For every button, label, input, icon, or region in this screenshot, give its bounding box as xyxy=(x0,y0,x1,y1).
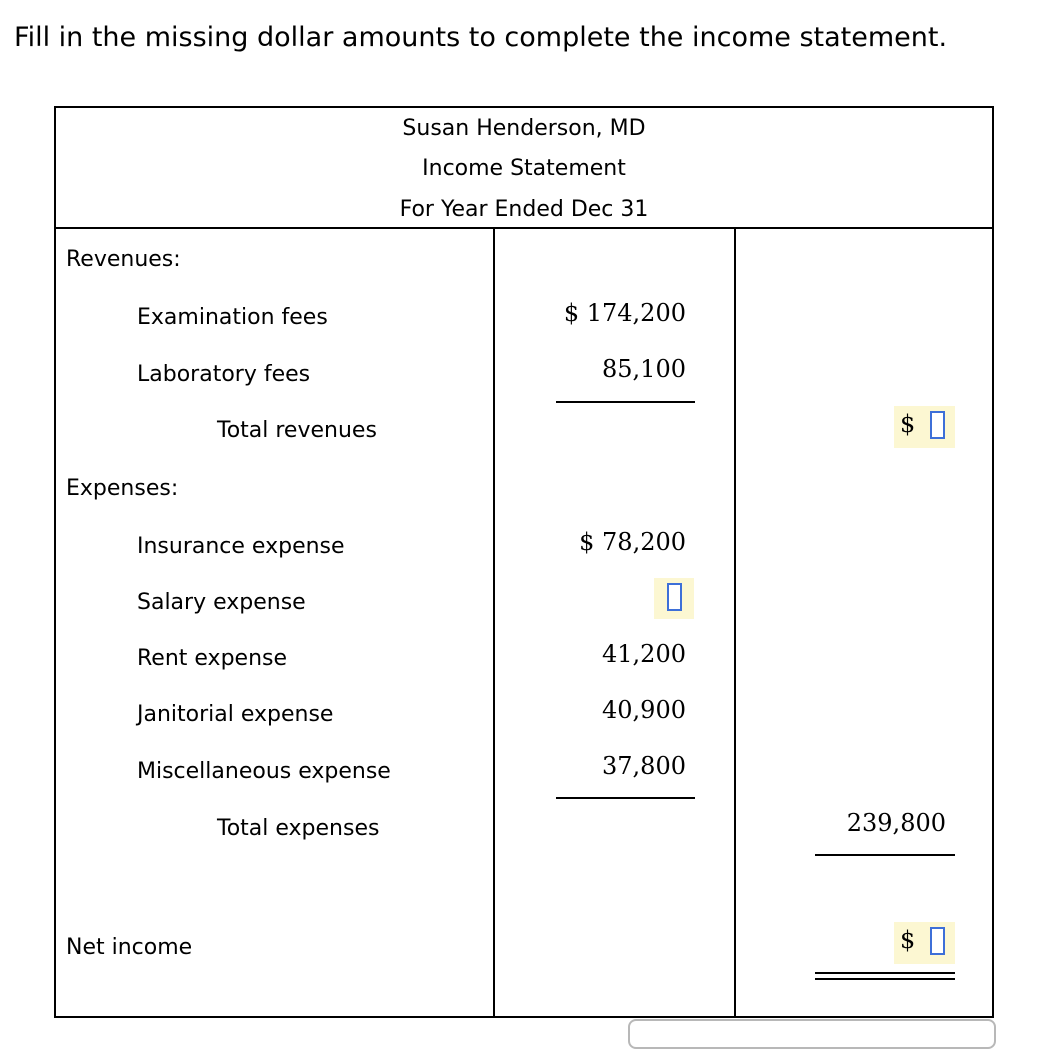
net-income-answer xyxy=(894,922,955,964)
statement-period: For Year Ended Dec 31 xyxy=(399,197,649,222)
janitorial-expense-amount: 40,900 xyxy=(602,696,686,724)
insurance-expense-amount: $ 78,200 xyxy=(579,528,686,556)
instruction-text: Fill in the missing dollar amounts to complete the income statement. xyxy=(14,22,948,53)
total-revenues-currency: $ xyxy=(900,410,916,438)
total-expenses-amount: 239,800 xyxy=(846,809,946,837)
total-revenues-answer xyxy=(894,406,955,448)
total-expenses-underline xyxy=(815,854,955,856)
net-income-input[interactable] xyxy=(930,927,945,955)
expenses-subtotal-underline xyxy=(556,797,695,799)
salary-expense-answer xyxy=(654,578,694,619)
miscellaneous-expense-amount: 37,800 xyxy=(602,752,686,780)
header-divider xyxy=(54,227,994,229)
total-revenues-input[interactable] xyxy=(930,411,945,439)
net-income-label: Net income xyxy=(66,935,193,960)
column-divider-1 xyxy=(493,229,495,1018)
janitorial-expense-label: Janitorial expense xyxy=(137,702,334,727)
rent-expense-label: Rent expense xyxy=(137,646,288,671)
examination-fees-amount: $ 174,200 xyxy=(563,299,686,327)
revenues-subtotal-underline xyxy=(556,401,695,403)
laboratory-fees-label: Laboratory fees xyxy=(137,362,311,387)
salary-expense-input[interactable] xyxy=(667,583,682,611)
rent-expense-amount: 41,200 xyxy=(602,640,686,668)
company-name: Susan Henderson, MD xyxy=(402,116,646,141)
miscellaneous-expense-label: Miscellaneous expense xyxy=(137,759,391,784)
net-income-double-underline-bottom xyxy=(815,978,955,980)
examination-fees-label: Examination fees xyxy=(137,305,328,330)
statement-title: Income Statement xyxy=(422,156,626,181)
laboratory-fees-amount: 85,100 xyxy=(602,355,686,383)
income-statement-table xyxy=(54,106,994,1018)
column-divider-2 xyxy=(734,229,736,1018)
total-expenses-label: Total expenses xyxy=(217,816,380,841)
total-revenues-label: Total revenues xyxy=(217,418,377,443)
bottom-control[interactable] xyxy=(628,1019,996,1049)
revenues-section-label: Revenues: xyxy=(66,247,181,272)
insurance-expense-label: Insurance expense xyxy=(137,534,345,559)
expenses-section-label: Expenses: xyxy=(66,476,179,501)
net-income-currency: $ xyxy=(900,926,916,954)
salary-expense-label: Salary expense xyxy=(137,590,306,615)
net-income-double-underline-top xyxy=(815,972,955,974)
